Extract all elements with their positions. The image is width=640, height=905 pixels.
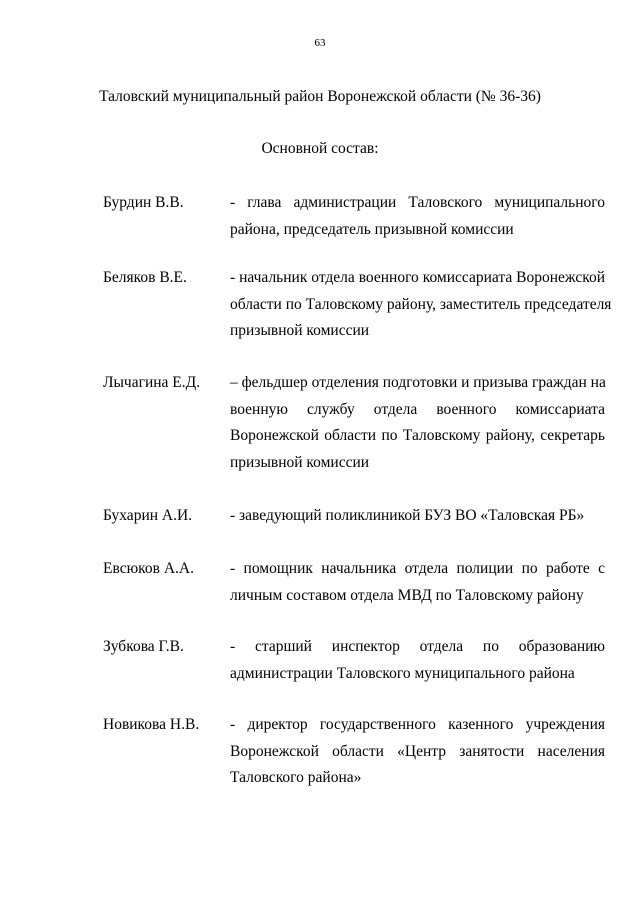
document-title: Таловский муниципальный район Воронежской области (№ 36-36) xyxy=(99,88,541,105)
member-name: Зубкова Г.В. xyxy=(103,638,184,655)
role-line: - помощник начальника отдела полиции по работе с xyxy=(230,560,605,577)
member-role xyxy=(230,503,605,530)
member-name: Новикова Н.В. xyxy=(103,716,200,733)
role-line: администрации Таловского муниципального района xyxy=(230,664,575,682)
role-line: призывной комиссии xyxy=(230,322,370,339)
role-line: Воронежской области «Центр занятости населения xyxy=(230,742,605,760)
member-name: Бурдин В.В. xyxy=(103,194,184,211)
role-line: - директор государственного казенного учреждения xyxy=(230,716,605,733)
role-line: личным составом отдела МВД по Таловскому району xyxy=(230,586,584,604)
member-name: Евсюков А.А. xyxy=(103,560,194,577)
member-role xyxy=(230,190,605,243)
member-name: Бухарин А.И. xyxy=(103,507,193,524)
member-role xyxy=(230,265,612,345)
member-name: Лычагина Е.Д. xyxy=(103,374,201,391)
role-line: - начальник отдела военного комиссариата Воронежской xyxy=(230,269,605,286)
role-line: области по Таловскому району, заместитель председателя xyxy=(230,295,612,313)
role-line: - заведующий поликлиникой БУЗ ВО «Таловская РБ» xyxy=(230,507,585,524)
member-name: Беляков В.Е. xyxy=(103,269,187,286)
role-line: района, председатель призывной комиссии xyxy=(230,220,514,238)
section-subtitle: Основной состав: xyxy=(261,140,379,157)
role-line: - старший инспектор отдела по образованию xyxy=(230,638,605,655)
member-role xyxy=(230,556,605,609)
role-line: Таловского района» xyxy=(230,769,362,786)
role-line: призывной комиссии xyxy=(230,453,370,471)
role-line: - глава администрации Таловского муниципального xyxy=(230,194,605,211)
role-line: военную службу отдела военного комиссариата xyxy=(230,400,605,418)
page-number: 63 xyxy=(314,37,326,49)
role-line: – фельдшер отделения подготовки и призыва граждан на xyxy=(230,374,606,391)
member-role xyxy=(230,712,605,792)
member-role xyxy=(230,634,605,687)
member-role xyxy=(230,370,605,476)
role-line: Воронежской области по Таловскому району, секретарь xyxy=(230,427,605,444)
